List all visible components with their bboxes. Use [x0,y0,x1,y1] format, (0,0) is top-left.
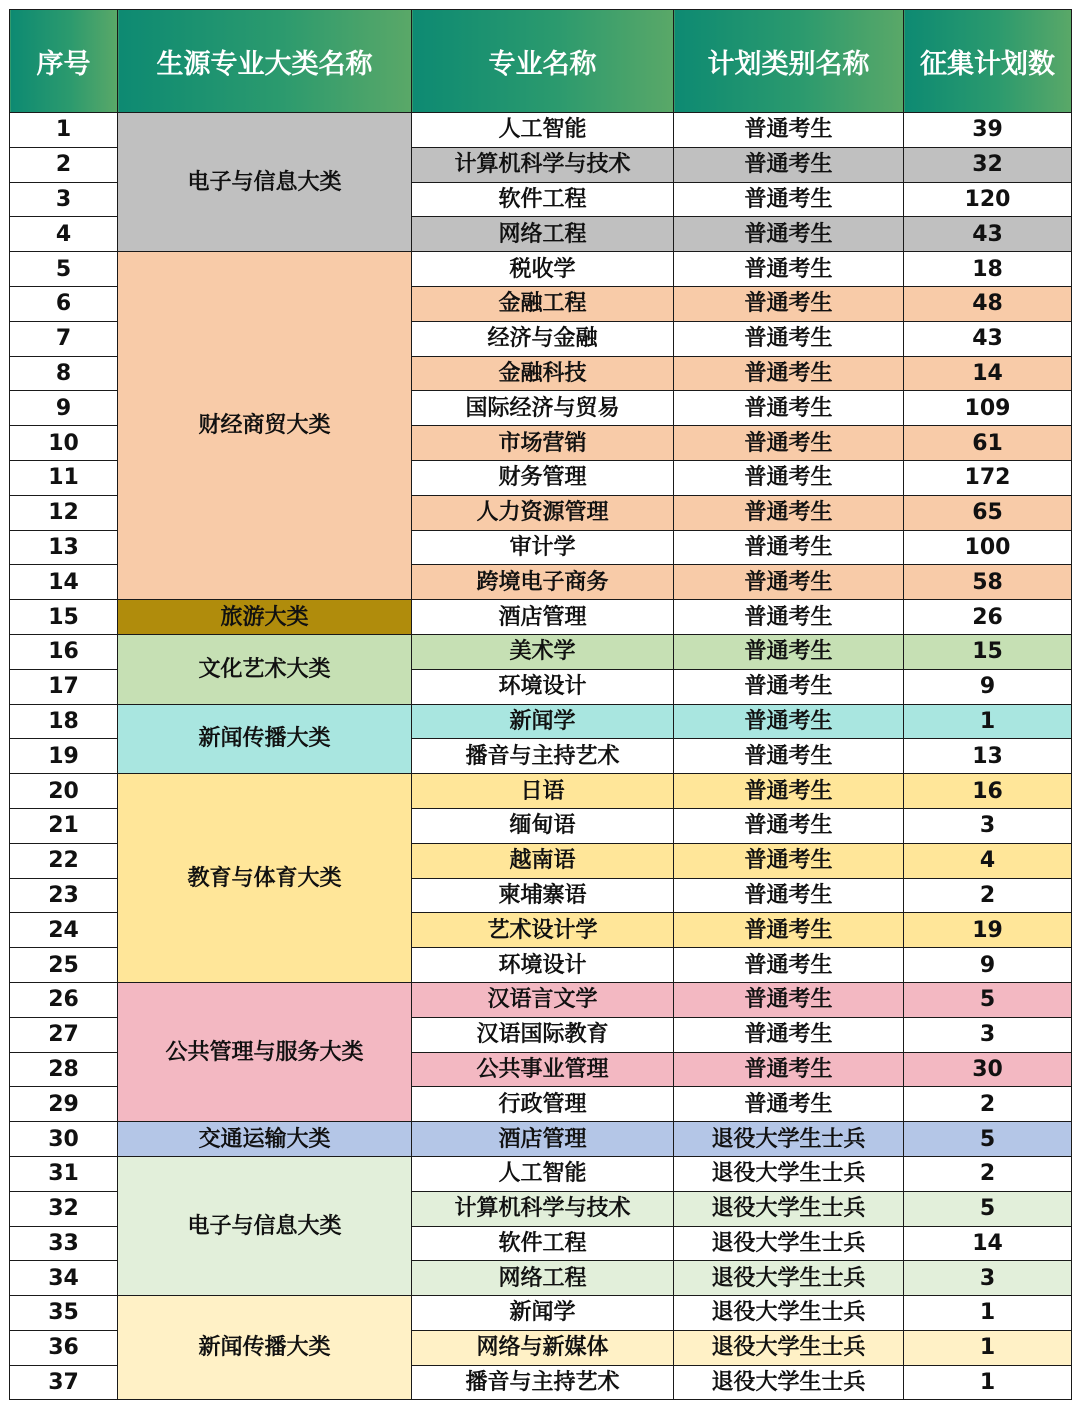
row-index: 27 [10,1017,118,1052]
plan-count: 14 [904,1226,1072,1261]
plan-count: 48 [904,286,1072,321]
plan-type: 普通考生 [674,182,904,217]
plan-type: 退役大学生士兵 [674,1330,904,1365]
plan-table-container [9,9,1072,1400]
plan-count: 1 [904,1330,1072,1365]
category-cell: 新闻传播大类 [118,1296,412,1400]
table-row [10,252,1072,287]
plan-count: 1 [904,704,1072,739]
table-row [10,982,1072,1017]
plan-type: 普通考生 [674,391,904,426]
row-index: 16 [10,634,118,669]
major-name: 金融科技 [412,356,674,391]
table-row [10,634,1072,669]
plan-type: 普通考生 [674,704,904,739]
plan-count: 9 [904,669,1072,704]
row-index: 34 [10,1261,118,1296]
category-cell: 电子与信息大类 [118,1156,412,1295]
major-name: 行政管理 [412,1087,674,1122]
table-row [10,774,1072,809]
row-index: 13 [10,530,118,565]
table-row [10,113,1072,148]
plan-type: 退役大学生士兵 [674,1261,904,1296]
plan-count: 1 [904,1296,1072,1331]
plan-count: 120 [904,182,1072,217]
plan-type: 普通考生 [674,774,904,809]
plan-type: 退役大学生士兵 [674,1296,904,1331]
row-index: 12 [10,495,118,530]
major-name: 税收学 [412,252,674,287]
major-name: 软件工程 [412,182,674,217]
plan-type: 普通考生 [674,217,904,252]
major-name: 柬埔寨语 [412,878,674,913]
table-row [10,1156,1072,1191]
plan-type: 普通考生 [674,948,904,983]
plan-type: 普通考生 [674,356,904,391]
major-name: 公共事业管理 [412,1052,674,1087]
row-index: 18 [10,704,118,739]
plan-count: 109 [904,391,1072,426]
category-cell: 教育与体育大类 [118,774,412,983]
major-name: 美术学 [412,634,674,669]
plan-count: 5 [904,1122,1072,1157]
major-name: 金融工程 [412,286,674,321]
header-category: 生源专业大类名称 [118,10,412,113]
major-name: 酒店管理 [412,600,674,635]
table-body [10,113,1072,1400]
row-index: 3 [10,182,118,217]
plan-count: 19 [904,913,1072,948]
plan-count: 3 [904,1261,1072,1296]
plan-type: 普通考生 [674,286,904,321]
plan-type: 普通考生 [674,634,904,669]
major-name: 播音与主持艺术 [412,1365,674,1400]
plan-count: 172 [904,460,1072,495]
plan-type: 普通考生 [674,495,904,530]
plan-count: 32 [904,147,1072,182]
plan-count: 5 [904,1191,1072,1226]
header-index: 序号 [10,10,118,113]
row-index: 10 [10,426,118,461]
major-name: 审计学 [412,530,674,565]
row-index: 35 [10,1296,118,1331]
major-name: 跨境电子商务 [412,565,674,600]
major-name: 汉语言文学 [412,982,674,1017]
enrollment-plan-table [9,9,1072,1400]
plan-count: 9 [904,948,1072,983]
plan-type: 普通考生 [674,982,904,1017]
row-index: 26 [10,982,118,1017]
major-name: 网络工程 [412,217,674,252]
plan-type: 普通考生 [674,1052,904,1087]
row-index: 25 [10,948,118,983]
major-name: 酒店管理 [412,1122,674,1157]
row-index: 6 [10,286,118,321]
plan-type: 普通考生 [674,739,904,774]
row-index: 24 [10,913,118,948]
category-cell: 交通运输大类 [118,1122,412,1157]
row-index: 1 [10,113,118,148]
row-index: 37 [10,1365,118,1400]
row-index: 9 [10,391,118,426]
major-name: 网络工程 [412,1261,674,1296]
major-name: 计算机科学与技术 [412,1191,674,1226]
plan-count: 13 [904,739,1072,774]
table-header-row [10,10,1072,113]
major-name: 经济与金融 [412,321,674,356]
row-index: 29 [10,1087,118,1122]
header-major: 专业名称 [412,10,674,113]
plan-count: 3 [904,1017,1072,1052]
plan-type: 退役大学生士兵 [674,1365,904,1400]
row-index: 14 [10,565,118,600]
plan-type: 普通考生 [674,808,904,843]
plan-count: 2 [904,878,1072,913]
major-name: 环境设计 [412,948,674,983]
major-name: 网络与新媒体 [412,1330,674,1365]
plan-count: 100 [904,530,1072,565]
major-name: 国际经济与贸易 [412,391,674,426]
major-name: 市场营销 [412,426,674,461]
major-name: 计算机科学与技术 [412,147,674,182]
plan-count: 58 [904,565,1072,600]
plan-type: 普通考生 [674,460,904,495]
row-index: 5 [10,252,118,287]
category-cell: 文化艺术大类 [118,634,412,704]
major-name: 人力资源管理 [412,495,674,530]
major-name: 人工智能 [412,113,674,148]
plan-count: 5 [904,982,1072,1017]
plan-count: 43 [904,321,1072,356]
plan-count: 43 [904,217,1072,252]
header-plan-type: 计划类别名称 [674,10,904,113]
plan-type: 普通考生 [674,600,904,635]
major-name: 财务管理 [412,460,674,495]
plan-count: 26 [904,600,1072,635]
table-row [10,1296,1072,1331]
plan-count: 65 [904,495,1072,530]
plan-count: 4 [904,843,1072,878]
category-cell: 旅游大类 [118,600,412,635]
plan-type: 退役大学生士兵 [674,1156,904,1191]
row-index: 22 [10,843,118,878]
row-index: 28 [10,1052,118,1087]
category-cell: 公共管理与服务大类 [118,982,412,1121]
plan-count: 61 [904,426,1072,461]
plan-type: 普通考生 [674,252,904,287]
row-index: 30 [10,1122,118,1157]
row-index: 17 [10,669,118,704]
row-index: 4 [10,217,118,252]
category-cell: 财经商贸大类 [118,252,412,600]
row-index: 31 [10,1156,118,1191]
major-name: 缅甸语 [412,808,674,843]
major-name: 艺术设计学 [412,913,674,948]
plan-count: 39 [904,113,1072,148]
plan-type: 普通考生 [674,669,904,704]
plan-count: 18 [904,252,1072,287]
table-row [10,704,1072,739]
plan-type: 普通考生 [674,878,904,913]
row-index: 20 [10,774,118,809]
major-name: 环境设计 [412,669,674,704]
row-index: 8 [10,356,118,391]
plan-type: 普通考生 [674,1087,904,1122]
plan-count: 16 [904,774,1072,809]
plan-count: 2 [904,1087,1072,1122]
plan-count: 15 [904,634,1072,669]
row-index: 21 [10,808,118,843]
major-name: 新闻学 [412,704,674,739]
major-name: 日语 [412,774,674,809]
plan-type: 普通考生 [674,426,904,461]
plan-type: 普通考生 [674,530,904,565]
row-index: 7 [10,321,118,356]
plan-type: 退役大学生士兵 [674,1122,904,1157]
row-index: 15 [10,600,118,635]
plan-type: 普通考生 [674,147,904,182]
plan-count: 3 [904,808,1072,843]
plan-count: 30 [904,1052,1072,1087]
plan-type: 普通考生 [674,913,904,948]
table-row [10,600,1072,635]
major-name: 播音与主持艺术 [412,739,674,774]
major-name: 越南语 [412,843,674,878]
plan-count: 2 [904,1156,1072,1191]
major-name: 人工智能 [412,1156,674,1191]
table-row [10,1122,1072,1157]
row-index: 36 [10,1330,118,1365]
major-name: 汉语国际教育 [412,1017,674,1052]
major-name: 新闻学 [412,1296,674,1331]
plan-type: 普通考生 [674,1017,904,1052]
row-index: 23 [10,878,118,913]
row-index: 2 [10,147,118,182]
plan-type: 退役大学生士兵 [674,1191,904,1226]
plan-type: 退役大学生士兵 [674,1226,904,1261]
row-index: 11 [10,460,118,495]
plan-type: 普通考生 [674,113,904,148]
header-plan-count: 征集计划数 [904,10,1072,113]
plan-type: 普通考生 [674,321,904,356]
plan-type: 普通考生 [674,843,904,878]
row-index: 33 [10,1226,118,1261]
category-cell: 新闻传播大类 [118,704,412,774]
category-cell: 电子与信息大类 [118,113,412,252]
plan-count: 1 [904,1365,1072,1400]
plan-type: 普通考生 [674,565,904,600]
plan-count: 14 [904,356,1072,391]
row-index: 19 [10,739,118,774]
major-name: 软件工程 [412,1226,674,1261]
row-index: 32 [10,1191,118,1226]
